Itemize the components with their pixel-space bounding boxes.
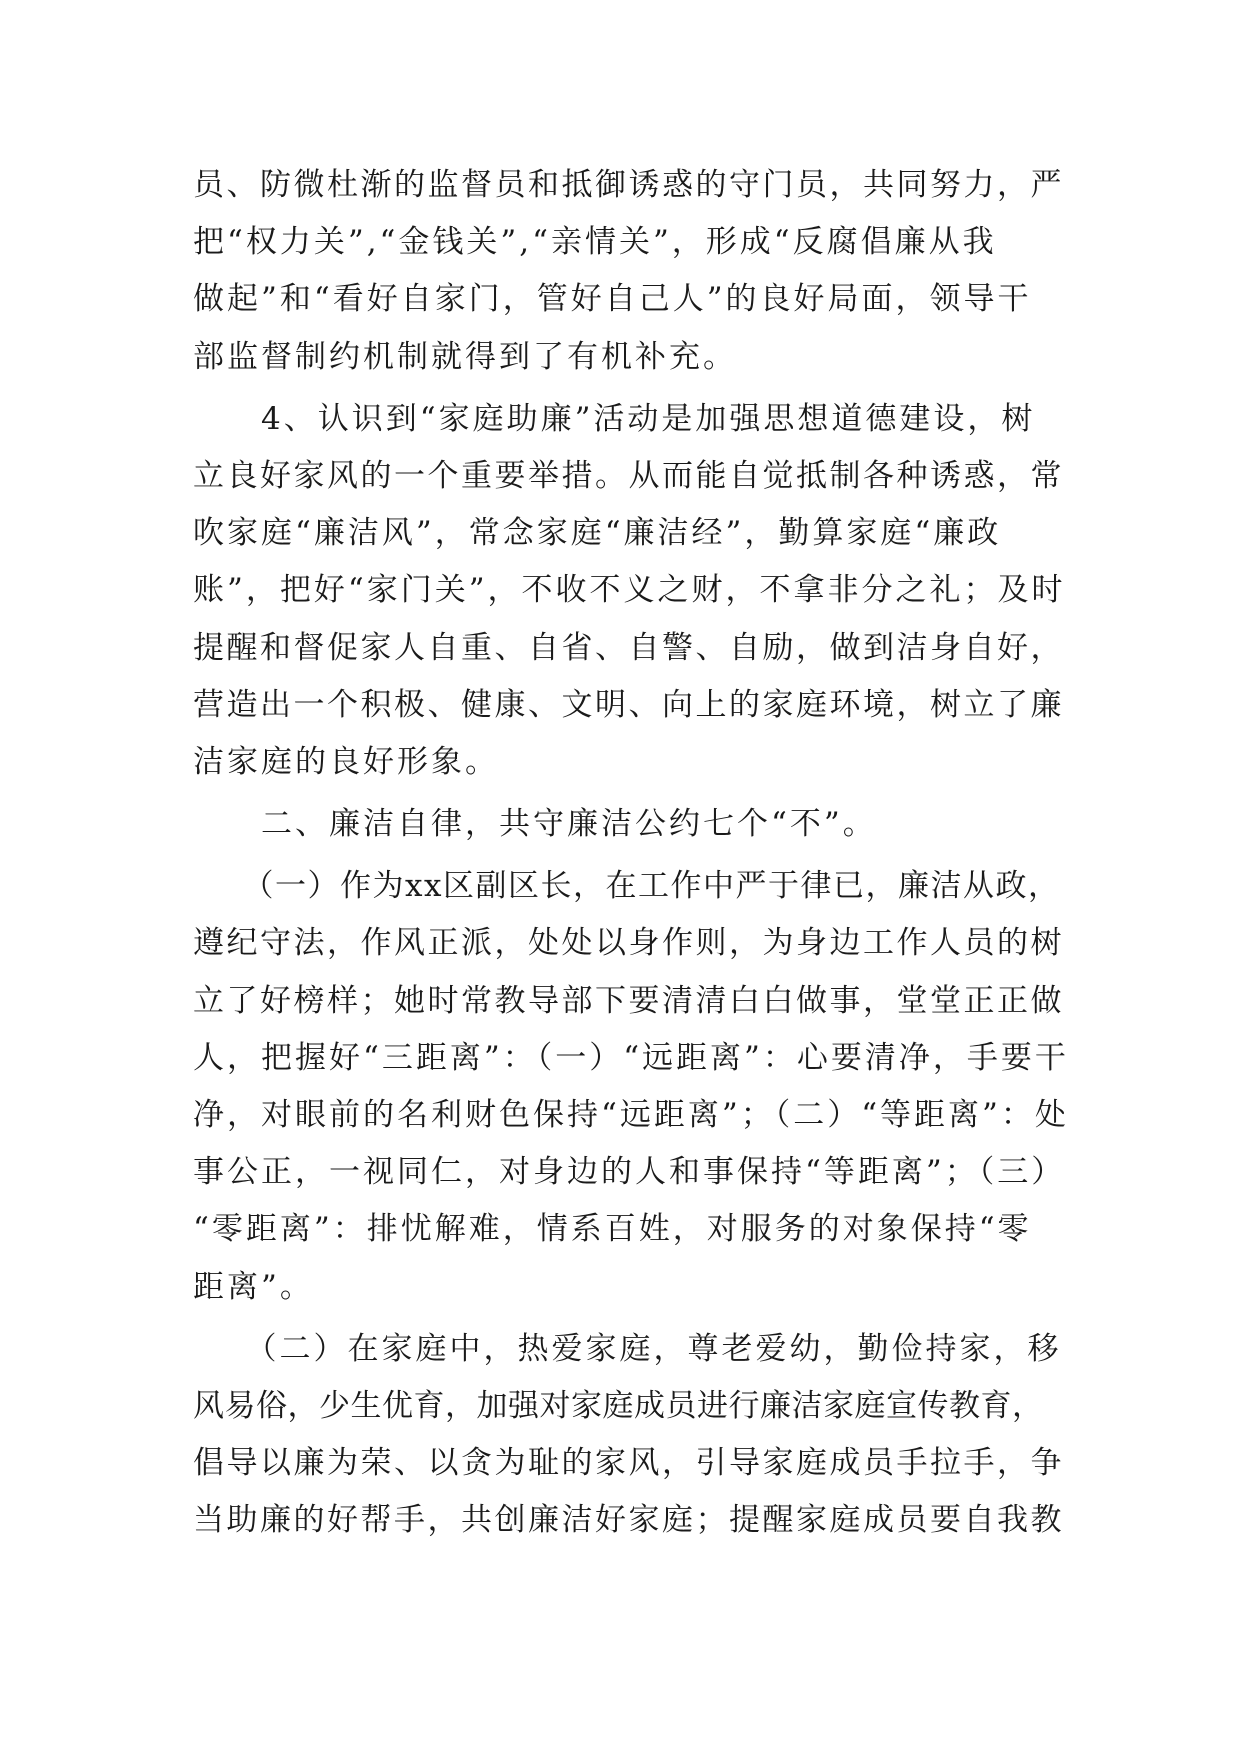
text-line: 立了好榜样；她时常教导部下要清清白白做事，堂堂正正做 — [193, 982, 1064, 1019]
text-line: 倡导以廉为荣、以贪为耻的家风，引导家庭成员手拉手，争 — [193, 1445, 1064, 1482]
text-line: 洁家庭的良好形象。 — [193, 743, 499, 780]
text-line: 距离”。 — [193, 1268, 314, 1305]
section-heading: 二、廉洁自律，共守廉洁公约七个“不”。 — [193, 806, 877, 843]
text-line: “零距离”：排忧解难，情系百姓，对服务的对象保持“零 — [193, 1211, 1032, 1248]
text-line: （一）作为xx区副区长，在工作中严于律已，廉洁从政， — [193, 868, 1061, 905]
text-line: 净，对眼前的名利财色保持“远距离”；（二）“等距离”：处 — [193, 1097, 1069, 1133]
text-line: 风易俗，少生优育，加强对家庭成员进行廉洁家庭宣传教育， — [193, 1387, 1044, 1424]
text-line: 当助廉的好帮手，共创廉洁好家庭；提醒家庭成员要自我教 — [193, 1502, 1064, 1539]
body-text — [193, 157, 1073, 1550]
text-line: 员、防微杜渐的监督员和抵御诱惑的守门员，共同努力，严 — [193, 167, 1064, 203]
text-line: 把“权力关”,“金钱关”,“亲情关”，形成“反腐倡廉从我 — [193, 224, 997, 261]
text-line: 事公正，一视同仁，对身边的人和事保持“等距离”；（三） — [193, 1154, 1066, 1191]
text-line: 账”，把好“家门关”，不收不义之财，不拿非分之礼；及时 — [193, 572, 1066, 609]
text-line: 吹家庭“廉洁风”，常念家庭“廉洁经”，勤算家庭“廉政 — [193, 515, 1002, 552]
text-line: 立良好家风的一个重要举措。从而能自觉抵制各种诱惑，常 — [193, 457, 1064, 494]
text-line: 做起”和“看好自家门，管好自己人”的良好局面，领导干 — [193, 281, 1032, 318]
text-line: 人，把握好“三距离”：（一）“远距离”：心要清净，手要干 — [193, 1039, 1069, 1076]
text-line: 提醒和督促家人自重、自省、自警、自励，做到洁身自好， — [193, 629, 1064, 666]
text-line: 4、认识到“家庭助廉”活动是加强思想道德建设，树 — [193, 400, 1036, 437]
text-line: 营造出一个积极、健康、文明、向上的家庭环境，树立了廉 — [193, 686, 1064, 723]
text-line: 部监督制约机制就得到了有机补充。 — [193, 338, 737, 375]
text-line: （二）在家庭中，热爱家庭，尊老爱幼，勤俭持家，移 — [193, 1330, 1062, 1367]
text-line: 遵纪守法，作风正派，处处以身作则，为身边工作人员的树 — [193, 925, 1064, 962]
